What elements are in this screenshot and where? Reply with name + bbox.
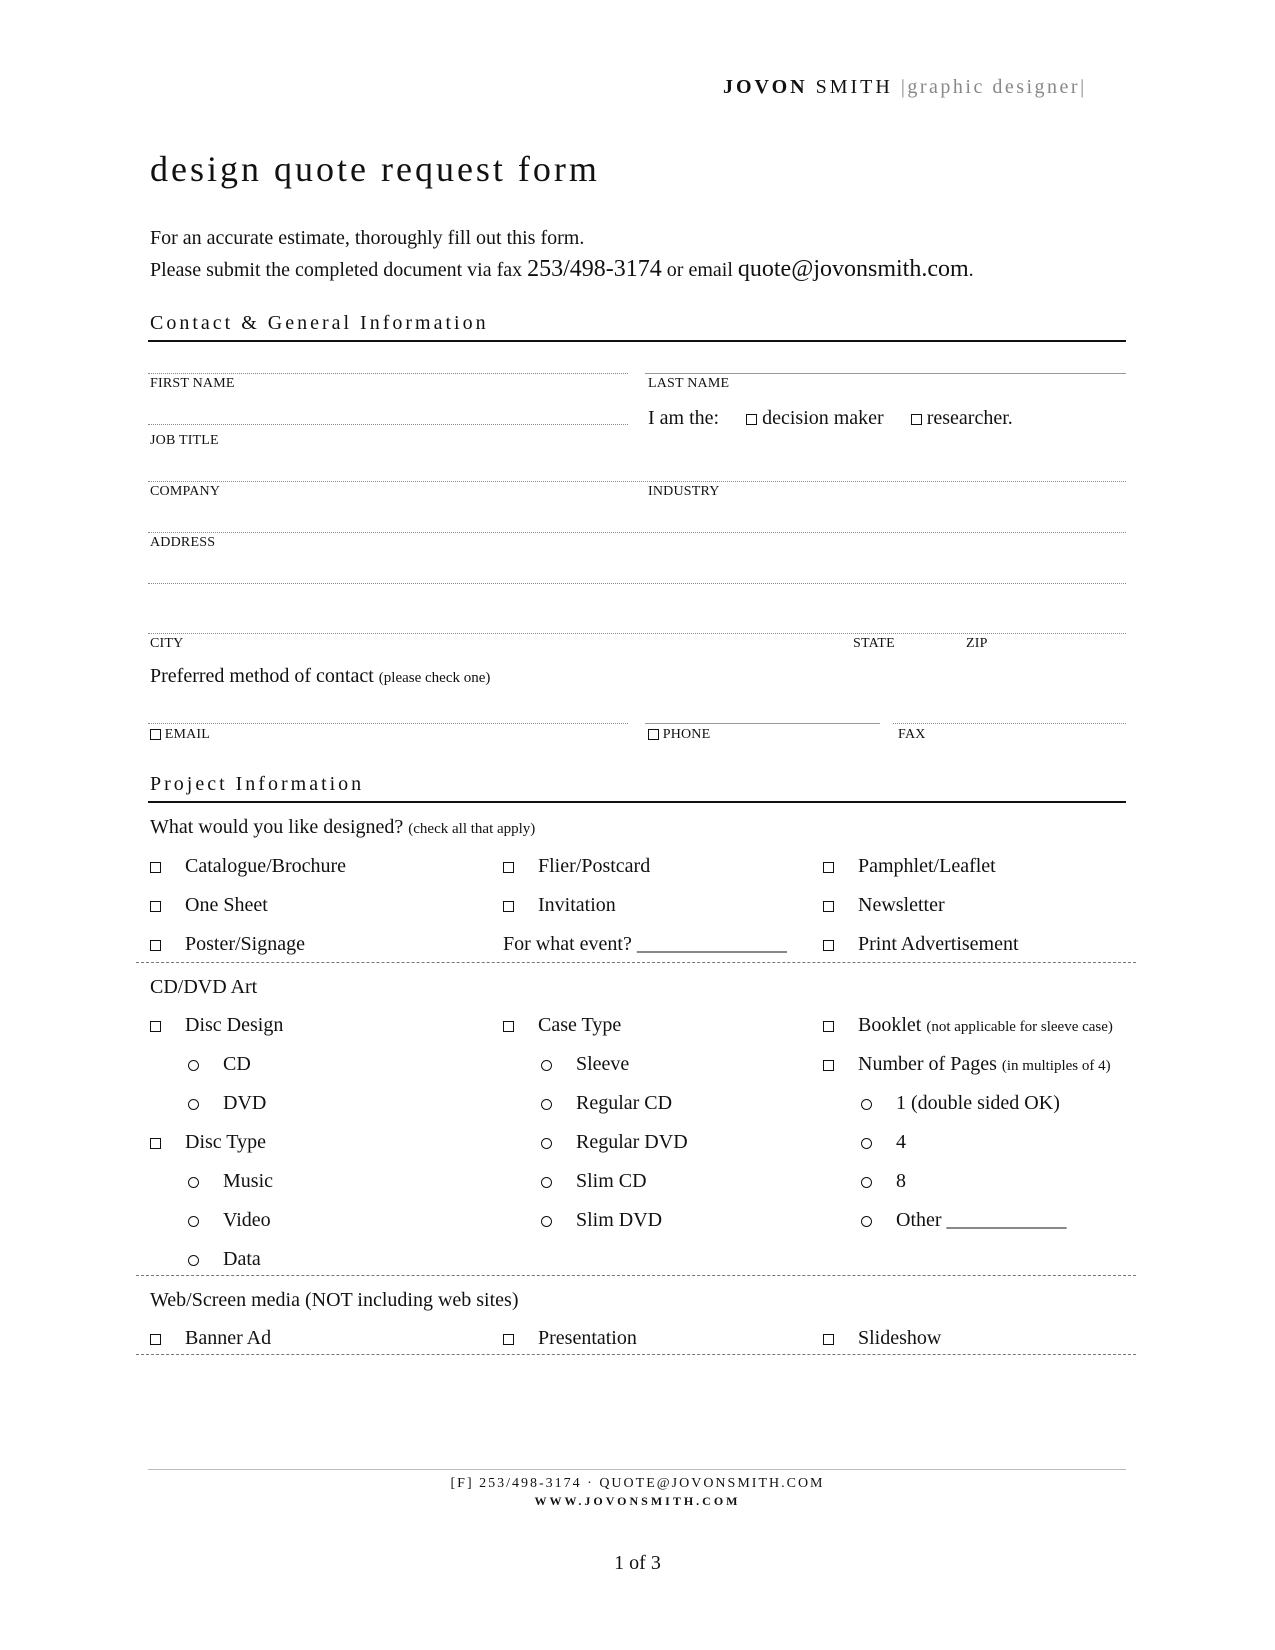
address-field[interactable] — [148, 532, 1126, 533]
disc-type-checkbox[interactable] — [150, 1138, 161, 1149]
music-label: Music — [223, 1170, 273, 1192]
newsletter-label: Newsletter — [858, 894, 945, 916]
pages-8-label: 8 — [896, 1170, 906, 1192]
num-pages-checkbox[interactable] — [823, 1060, 834, 1071]
option-pages-4 — [861, 1131, 906, 1154]
option-booklet — [823, 1014, 1113, 1037]
zip-label: ZIP — [966, 636, 988, 651]
invitation-checkbox[interactable] — [503, 901, 514, 912]
option-dvd — [188, 1092, 266, 1115]
section-title-contact: Contact & General Information — [150, 312, 489, 334]
pamphlet-label: Pamphlet/Leaflet — [858, 855, 996, 877]
section-rule — [148, 801, 1126, 803]
intro-period: . — [968, 259, 974, 281]
newsletter-checkbox[interactable] — [823, 901, 834, 912]
option-video — [188, 1209, 271, 1232]
regular-cd-label: Regular CD — [576, 1092, 673, 1114]
option-slim-cd — [541, 1170, 647, 1193]
regular-cd-radio[interactable] — [541, 1099, 552, 1110]
music-radio[interactable] — [188, 1177, 199, 1188]
slideshow-checkbox[interactable] — [823, 1334, 834, 1345]
dvd-label: DVD — [223, 1092, 267, 1114]
footer-website: WWW.JOVONSMITH.COM — [534, 1494, 741, 1508]
state-label: STATE — [853, 636, 895, 651]
slim-cd-label: Slim CD — [576, 1170, 647, 1192]
fax-field[interactable] — [893, 723, 1126, 724]
design-question — [150, 816, 535, 839]
banner-ad-label: Banner Ad — [185, 1327, 272, 1349]
pages-8-radio[interactable] — [861, 1177, 872, 1188]
option-pamphlet — [823, 855, 996, 878]
data-label: Data — [223, 1248, 261, 1270]
video-radio[interactable] — [188, 1216, 199, 1227]
web-title: Web/Screen media (NOT including web sites) — [150, 1289, 519, 1311]
job-title-label: JOB TITLE — [150, 433, 219, 448]
phone-field[interactable] — [645, 723, 880, 724]
intro-line-2 — [150, 256, 974, 283]
event-field[interactable]: For what event? _______________ — [503, 933, 787, 955]
design-question-label: What would you like designed? — [150, 816, 404, 838]
banner-ad-checkbox[interactable] — [150, 1334, 161, 1345]
cd-label: CD — [223, 1053, 251, 1075]
option-pages-1 — [861, 1092, 1060, 1115]
booklet-label: Booklet — [858, 1014, 922, 1036]
case-type-label: Case Type — [538, 1014, 622, 1036]
num-pages-note: (in multiples of 4) — [1001, 1058, 1111, 1074]
email-option — [150, 727, 210, 743]
option-slim-dvd — [541, 1209, 662, 1232]
last-name-label: LAST NAME — [648, 376, 730, 391]
design-question-note: (check all that apply) — [408, 821, 536, 837]
num-pages-label: Number of Pages — [858, 1053, 997, 1075]
option-data — [188, 1248, 261, 1271]
option-pages-8 — [861, 1170, 906, 1193]
pamphlet-checkbox[interactable] — [823, 862, 834, 873]
i-am-the-label: I am the: — [648, 407, 720, 429]
preferred-contact-label: Preferred method of contact — [150, 665, 374, 687]
option-disc-type — [150, 1131, 266, 1154]
option-pages-other — [861, 1209, 1067, 1232]
decision-maker-label: decision maker — [762, 407, 884, 429]
option-flier — [503, 855, 650, 878]
intro-fax: 253/498-3174 — [527, 256, 662, 282]
one-sheet-label: One Sheet — [185, 894, 268, 916]
print-ad-checkbox[interactable] — [823, 940, 834, 951]
preferred-contact-note: (please check one) — [378, 670, 491, 686]
intro-line-1: For an accurate estimate, thoroughly fill out this form. — [150, 227, 585, 249]
industry-label: INDUSTRY — [648, 484, 720, 499]
pages-other-radio[interactable] — [861, 1216, 872, 1227]
email-label: EMAIL — [164, 727, 211, 742]
pages-1-radio[interactable] — [861, 1099, 872, 1110]
regular-dvd-radio[interactable] — [541, 1138, 552, 1149]
first-name-label: FIRST NAME — [150, 376, 235, 391]
researcher-checkbox[interactable] — [911, 414, 922, 425]
slim-dvd-label: Slim DVD — [576, 1209, 663, 1231]
invitation-label: Invitation — [538, 894, 616, 916]
cd-dvd-title: CD/DVD Art — [150, 976, 258, 998]
intro-email: quote@jovonsmith.com — [737, 256, 969, 282]
option-regular-cd — [541, 1092, 672, 1115]
option-num-pages — [823, 1053, 1111, 1076]
company-label: COMPANY — [150, 484, 221, 499]
dvd-radio[interactable] — [188, 1099, 199, 1110]
section-rule — [148, 340, 1126, 342]
slideshow-label: Slideshow — [858, 1327, 942, 1349]
regular-dvd-label: Regular DVD — [576, 1131, 688, 1153]
address-line-2[interactable] — [148, 583, 1126, 584]
pages-4-radio[interactable] — [861, 1138, 872, 1149]
brand-tagline: |graphic designer| — [900, 76, 1087, 98]
phone-label: PHONE — [662, 727, 711, 742]
city-label: CITY — [150, 636, 184, 651]
catalogue-checkbox[interactable] — [150, 862, 161, 873]
poster-label: Poster/Signage — [185, 933, 305, 955]
section-title-project: Project Information — [150, 773, 365, 795]
presentation-label: Presentation — [538, 1327, 637, 1349]
flier-checkbox[interactable] — [503, 862, 514, 873]
intro-submit-text: Please submit the completed document via fax — [150, 259, 523, 281]
role-selector — [648, 407, 1013, 430]
last-name-field[interactable] — [645, 373, 1126, 374]
preferred-contact — [150, 665, 490, 688]
option-sleeve — [541, 1053, 629, 1076]
option-presentation — [503, 1327, 637, 1350]
pages-other-label: Other ____________ — [896, 1209, 1067, 1231]
footer-rule — [148, 1469, 1126, 1470]
email-checkbox[interactable] — [150, 729, 161, 740]
flier-label: Flier/Postcard — [538, 855, 651, 877]
researcher-label: researcher. — [926, 407, 1013, 429]
fax-label: FAX — [898, 727, 926, 742]
brand-header — [723, 76, 1087, 99]
company-industry-field[interactable] — [148, 481, 1126, 482]
footer-contact: [F] 253/498-3174 · QUOTE@JOVONSMITH.COM — [450, 1476, 825, 1491]
catalogue-label: Catalogue/Brochure — [185, 855, 347, 877]
sleeve-radio[interactable] — [541, 1060, 552, 1071]
option-regular-dvd — [541, 1131, 688, 1154]
job-title-field[interactable] — [148, 424, 628, 425]
print-ad-label: Print Advertisement — [858, 933, 1019, 955]
first-name-field[interactable] — [148, 373, 628, 374]
option-print-ad — [823, 933, 1019, 956]
divider — [136, 1354, 1136, 1355]
option-disc-design — [150, 1014, 283, 1037]
sleeve-label: Sleeve — [576, 1053, 630, 1075]
disc-design-label: Disc Design — [185, 1014, 284, 1036]
presentation-checkbox[interactable] — [503, 1334, 514, 1345]
case-type-checkbox[interactable] — [503, 1021, 514, 1032]
booklet-note: (not applicable for sleeve case) — [926, 1019, 1113, 1035]
option-newsletter — [823, 894, 945, 917]
intro-or-email: or email — [666, 259, 733, 281]
option-cd — [188, 1053, 251, 1076]
phone-checkbox[interactable] — [648, 729, 659, 740]
video-label: Video — [223, 1209, 271, 1231]
slim-dvd-radio[interactable] — [541, 1216, 552, 1227]
pages-4-label: 4 — [896, 1131, 906, 1153]
disc-design-checkbox[interactable] — [150, 1021, 161, 1032]
brand-first-name: JOVON — [723, 76, 808, 98]
decision-maker-checkbox[interactable] — [746, 414, 757, 425]
brand-last-name: SMITH — [815, 76, 893, 98]
one-sheet-checkbox[interactable] — [150, 901, 161, 912]
address-label: ADDRESS — [150, 535, 216, 550]
cd-radio[interactable] — [188, 1060, 199, 1071]
phone-option — [648, 727, 710, 743]
option-music — [188, 1170, 273, 1193]
divider — [136, 962, 1136, 963]
email-field[interactable] — [148, 723, 628, 724]
slim-cd-radio[interactable] — [541, 1177, 552, 1188]
data-radio[interactable] — [188, 1255, 199, 1266]
divider — [136, 1275, 1136, 1276]
pages-1-label: 1 (double sided OK) — [896, 1092, 1060, 1114]
option-slideshow — [823, 1327, 941, 1350]
page-number: 1 of 3 — [614, 1552, 661, 1574]
page-title: design quote request form — [150, 149, 600, 189]
option-case-type — [503, 1014, 621, 1037]
option-one-sheet — [150, 894, 268, 917]
booklet-checkbox[interactable] — [823, 1021, 834, 1032]
disc-type-label: Disc Type — [185, 1131, 266, 1153]
option-catalogue — [150, 855, 346, 878]
poster-checkbox[interactable] — [150, 940, 161, 951]
city-state-zip-field[interactable] — [148, 633, 1126, 634]
option-banner-ad — [150, 1327, 271, 1350]
option-invitation — [503, 894, 616, 917]
option-poster — [150, 933, 305, 956]
